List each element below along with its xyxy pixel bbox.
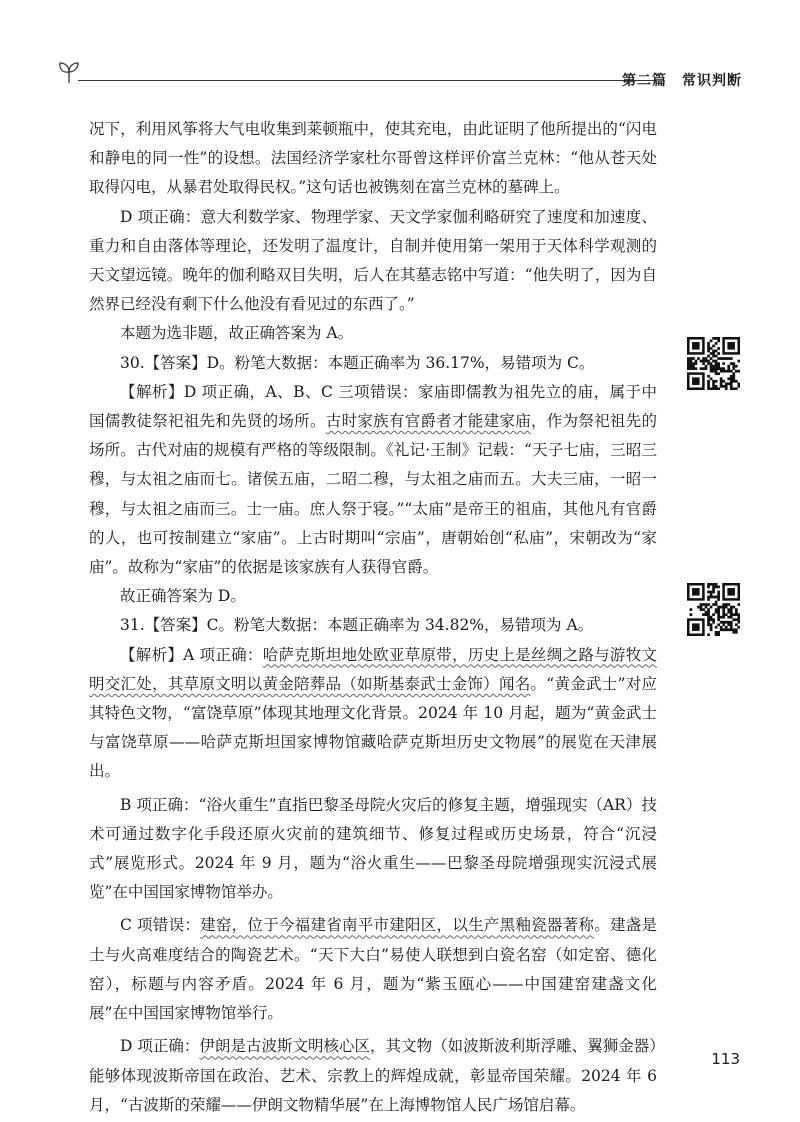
wavy-underlined-text: 伊朗是古波斯文明核心区: [199, 1037, 371, 1056]
paragraph: [89, 791, 657, 908]
qr-code-icon[interactable]: [687, 337, 740, 390]
text-run: 本题为选非题，故正确答案为 A。: [120, 324, 354, 343]
qr-code-graphic: [687, 583, 740, 636]
paragraph: [89, 582, 657, 611]
analysis-paragraph-31: [89, 641, 657, 787]
text-run: 30.【答案】D。粉笔大数据：本题正确率为 36.17%，易错项为 C。: [120, 353, 595, 372]
paragraph: [89, 203, 657, 320]
text-run: 【解析】A 项正确：: [120, 645, 263, 664]
text-run: B 项正确：“浴火重生”直指巴黎圣母院火灾后的修复主题，增强现实（AR）技术可通过数字化手段还原火灾前的建筑细节、修复过程或历史场景，符合“沉浸式”展览形式。2024 年 9 月，题为“浴火重生——巴黎圣母院增强现实沉浸式展览”在中国国家博物馆举办。: [89, 795, 657, 902]
text-run: ，其文物（如波斯波利斯浮雕、翼狮金器）能够体现波斯帝国在政治、艺术、宗教上的辉煌成就，彰显帝国荣耀。2024 年 6 月，“古波斯的荣耀——伊朗文物精华展”在上海博物馆人民广场馆启幕。: [89, 1037, 657, 1114]
qr-code-icon[interactable]: [687, 583, 740, 636]
paragraph: [89, 115, 657, 203]
text-run: ，作为祭祀祖先的场所。古代对庙的规模有严格的等级限制。《礼记·王制》记载：“天子七庙，三昭三穆，与太祖之庙而七。诸侯五庙，二昭二穆，与太祖之庙而五。大夫三庙，一昭一穆，与太祖之庙而三。士一庙。庶人祭于寝。”“太庙”是帝王的祖庙，其他凡有官爵的人，也可按制建立“家庙”。上古时期叫“宗庙”，唐朝始创“私庙”，宋朝改为“家庙”。故称为“家庙”的依据是该家族有人获得官爵。: [89, 412, 657, 577]
text-run: 【解析】D 项正确，A、B、C 三项错误：家庙即儒教为祖先立的庙，属于中国儒教徒祭祀祖先和先贤的场所。: [89, 382, 657, 431]
answer-line-31: [89, 611, 657, 640]
paragraph: [89, 319, 657, 348]
page-number: 113: [711, 1050, 740, 1068]
text-run: D 项正确：: [120, 1037, 200, 1056]
answer-line-30: [89, 349, 657, 378]
section-title: 第二篇 常识判断: [622, 73, 742, 89]
page-body: [89, 115, 657, 1120]
wavy-underlined-text: 建窑，位于今福建省南平市建阳区，以生产黑釉瓷器著称: [200, 916, 595, 935]
sprout-logo-icon: [58, 60, 80, 84]
wavy-underlined-text: 古时家族有官爵者才能建家庙: [325, 412, 531, 431]
text-run: 。建盏是土与火高难度结合的陶瓷艺术。“天下大白”易使人联想到白瓷名窑（如定窑、德化窑），标题与内容矛盾。2024 年 6 月，题为“紫玉瓯心——中国建窑建盏文化展”在中国国家博物馆举行。: [89, 916, 657, 1023]
analysis-paragraph-30: [89, 378, 657, 582]
paragraph: [89, 1032, 657, 1120]
wavy-underlined-text: 哈萨克斯坦地处欧亚草原带，历史上是丝绸之路与游牧文明交汇处，其草原文明以黄金陪葬品（如斯基泰武士金饰）闻名: [89, 645, 657, 693]
text-run: 况下，利用风筝将大气电收集到莱顿瓶中，使其充电，由此证明了他所提出的“闪电和静电的同一性”的设想。法国经济学家杜尔哥曾这样评价富兰克林：“他从苍天处取得闪电，从暴君处取得民权。”这句话也被镌刻在富兰克林的墓碑上。: [89, 120, 657, 197]
text-run: D 项正确：意大利数学家、物理学家、天文学家伽利略研究了速度和加速度、重力和自由落体等理论，还发明了温度计，自制并使用第一架用于天体科学观测的天文望远镜。晚年的伽利略双目失明，后人在其墓志铭中写道：“他失明了，因为自然界已经没有剩下什么他没有看见过的东西了。”: [89, 207, 657, 314]
paragraph: [89, 911, 657, 1028]
text-run: C 项错误：: [120, 916, 201, 935]
text-run: 。“黄金武士”对应其特色文物，“富饶草原”体现其地理文化背景。2024 年 10 月起，题为“黄金武士与富饶草原——哈萨克斯坦国家博物馆藏哈萨克斯坦历史文物展”的展览在天津展出。: [89, 674, 657, 781]
text-run: 故正确答案为 D。: [120, 587, 246, 606]
header-rule: [78, 80, 656, 81]
qr-code-graphic: [687, 337, 740, 390]
text-run: 31.【答案】C。粉笔大数据：本题正确率为 34.82%，易错项为 A。: [120, 616, 594, 635]
running-header: [58, 58, 742, 88]
